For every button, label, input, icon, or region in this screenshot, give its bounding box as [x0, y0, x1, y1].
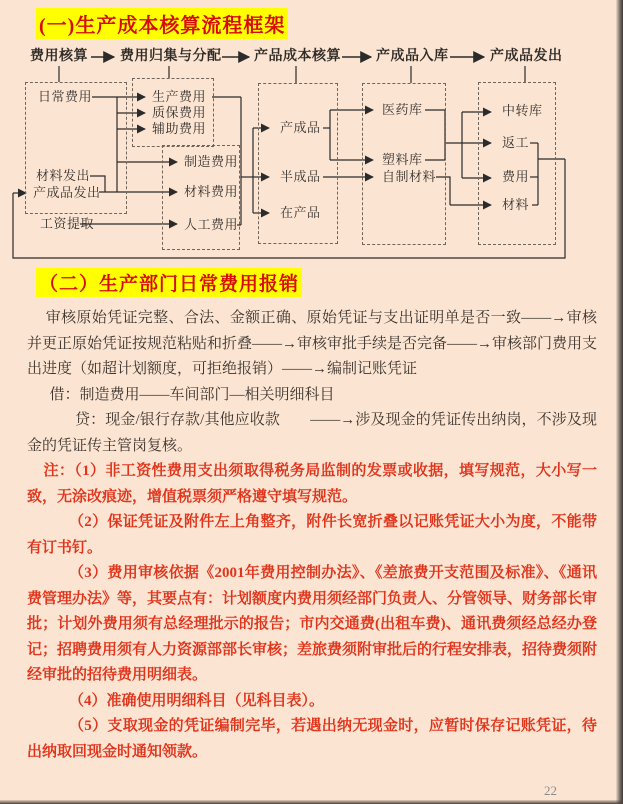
- note-2: （2）保证凭证及附件左上角整齐，附件长宽折叠以记账凭证大小为度，不能带有订书钉。: [27, 514, 597, 556]
- node-expense-out: 费用: [502, 169, 530, 184]
- node-material-issue: 材料发出: [36, 168, 91, 183]
- node-production-expense: 生产费用: [152, 89, 207, 104]
- node-medicine-warehouse: 医药库: [382, 102, 423, 117]
- node-daily-expense: 日常费用: [38, 89, 93, 104]
- node-manufacturing-expense: 制造费用: [184, 154, 239, 169]
- node-finished-goods-issue: 产成品发出: [33, 185, 101, 200]
- section1-heading: (一)生产成本核算流程框架: [36, 8, 288, 39]
- section2-heading: （二）生产部门日常费用报销: [36, 268, 302, 297]
- node-self-made-material: 自制材料: [382, 169, 437, 184]
- node-semi-finished: 半成品: [280, 169, 321, 184]
- node-quality-expense: 质保费用: [152, 105, 207, 120]
- node-auxiliary-expense: 辅助费用: [152, 121, 207, 136]
- note-3: （3）费用审核依据《2001年费用控制办法》、《差旅费开支范围及标准》、《通讯费管理办法》等，其要点有：计划额度内费用须经部门负责人、分管领导、财务部长审批；计划外费用须有总经理批示的报告；市内交通费(出租车费)、通讯费须经总经办登记；招聘费用须有人力资源部部长审核；差旅费须附审批后的行程安排表，招待费须附经审批的招待费用明细表。: [27, 565, 598, 683]
- stage-product-costing: 产品成本核算: [254, 49, 341, 64]
- note-4: （4）准确使用明细科目（见科目表）。: [69, 692, 325, 709]
- note-5: （5）支取现金的凭证编制完毕，若遇出纳无现金时，应暂时保存记账凭证，待出纳取回现金时通知领款。: [27, 718, 597, 760]
- node-work-in-progress: 在产品: [280, 205, 321, 220]
- node-plastic-warehouse: 塑料库: [382, 152, 423, 167]
- scan-edge-bottom: [0, 800, 623, 804]
- node-rework: 返工: [502, 135, 530, 150]
- node-material-out: 材料: [502, 197, 530, 212]
- stage-product-warehousing: 产成品入库: [376, 49, 449, 64]
- scan-edge-right: [616, 0, 623, 804]
- node-transfer-warehouse: 中转库: [502, 103, 543, 118]
- node-finished-product: 产成品: [280, 120, 321, 135]
- body-text: [27, 306, 597, 765]
- stage-product-dispatch: 产成品发出: [490, 49, 563, 64]
- stage-expense-accounting: 费用核算: [30, 49, 88, 64]
- node-labor-expense: 人工费用: [184, 217, 239, 232]
- node-material-expense: 材料费用: [184, 184, 239, 199]
- debit-entry-line: 借：制造费用——车间部门—相关明细科目: [49, 386, 335, 403]
- credit-entry-line: 贷：现金/银行存款/其他应收款 ——→涉及现金的凭证传出纳岗，不涉及现金的凭证传主管岗复核。: [27, 412, 597, 454]
- note-1: 注：（1）非工资性费用支出须取得税务局监制的发票或收据，填写规范，大小写一致，无涂改痕迹，增值税票须严格遵守填写规范。: [27, 463, 597, 505]
- audit-process-paragraph: 审核原始凭证完整、合法、金额正确、原始凭证与支出证明单是否一致——→审核并更正原始凭证按规范粘贴和折叠——→审核审批手续是否完备——→审核部门费用支出进度（如超计划额度，可拒绝报销）——→编制记账凭证: [27, 310, 598, 377]
- node-wage-accrual: 工资提取: [40, 216, 95, 231]
- page-number: 22: [544, 783, 557, 798]
- cost-accounting-flowchart: [0, 0, 623, 270]
- stage-expense-collection: 费用归集与分配: [120, 49, 222, 64]
